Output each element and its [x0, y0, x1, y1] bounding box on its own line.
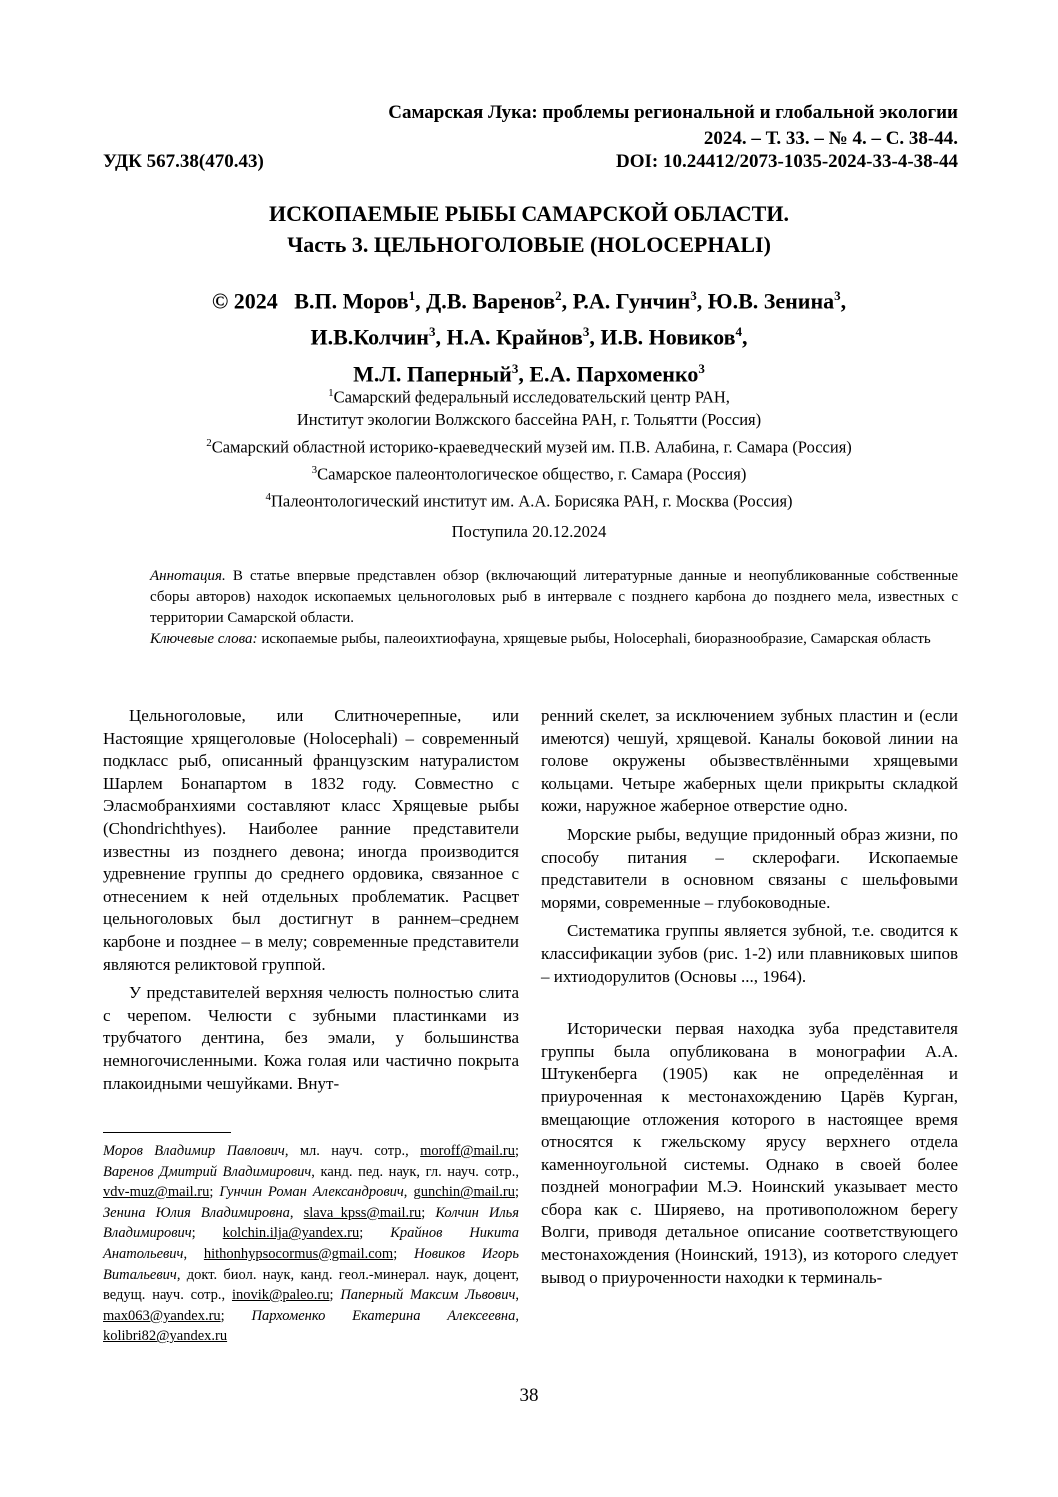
fn-author-info: ,	[183, 1245, 204, 1262]
affiliation-num: 1	[328, 387, 334, 399]
affiliation-text: Самарский областной историко-краеведческий музей им. П.В. Алабина, г. Самара (Россия)	[211, 437, 852, 456]
author: Д.В. Варенов	[426, 288, 556, 314]
author: И.В. Новиков	[600, 324, 736, 350]
fn-author-name: Варенов Дмитрий Владимирович	[103, 1163, 312, 1180]
email-link[interactable]: slava_kpss@mail.ru	[303, 1204, 422, 1221]
author-sup: 3	[428, 324, 436, 340]
author-sup: 1	[408, 288, 416, 303]
authors-line-1: © 2024 В.П. Моров$^1$, Д.В. Варенов$^2$, Р.А. Гунчин$^3$, Ю.В. Зенина$^3$,	[211, 288, 847, 314]
body-paragraph: Систематика группы является зубной, т.е. сводится к классификации зубов (рис. 1-2) или плавниковых шипов – ихтиодорулитов (Основы ..., 1964).	[541, 921, 958, 986]
author: Н.А. Крайнов	[446, 324, 583, 350]
affiliation-text: Самарское палеонтологическое общество, г. Самара (Россия)	[317, 464, 747, 483]
author-sup: 3	[690, 288, 697, 303]
author-footnote: Моров Владимир Павлович, мл. науч. сотр., moroff@mail.ru; Варенов Дмитрий Владимирович, канд. пед. наук, гл. науч. сотр., vdv-muz@mail.ru; Гунчин Роман Александрович, gunchin@mail.ru; Зенина Юлия Владимировна, slava_kpss@mail.ru; Колчин Илья Владимирович; kolchin.ilja@yandex.ru; Крайнов Никита Анатольевич, hithonhypsocormus@gmail.com; Новиков Игорь Витальевич, докт. биол. наук, канд. геол.-минерал. наук, доцент, ведущ. науч. сотр., inovik@paleo.ru; Паперный Максим Львович, max063@yandex.ru; Пархоменко Екатерина Алексеевна, kolibri82@yandex.ru	[103, 1143, 520, 1345]
fn-author-info: , канд. пед. наук, гл. науч. сотр.,	[311, 1163, 519, 1180]
body-paragraph: Исторически первая находка зуба представителя группы была опубликована в монографии А.А. Штукенберга (1905) как не определённая и приуроченная к местонахождению Царёв Курган, вмещающие отложения которого в настоящее время относятся к гжельскому ярусу верхнего отдела каменноугольной системы. Однако в своей более поздней монографии М.Э. Ноинский указывает место сбора как с. Ширяево, на противоположном берегу Волги, приводя детальное описание соответствующего местонахождения (Ноинский, 1913), из которого следует вывод о приуроченности находки к терминаль-	[541, 1019, 958, 1287]
fn-author-name: Колчин Илья Владимирович	[103, 1204, 520, 1242]
fn-author-name: Зенина Юлия Владимировна	[103, 1204, 290, 1221]
fn-author-info: ;	[191, 1225, 223, 1242]
author: М.Л. Паперный	[353, 360, 512, 386]
affiliation-3	[0, 459, 1058, 486]
journal-header	[388, 100, 958, 152]
footnote-divider	[103, 1132, 231, 1133]
author-sup: 3	[834, 288, 841, 303]
email-link[interactable]: max063@yandex.ru	[103, 1307, 221, 1324]
author-sup: 4	[735, 324, 742, 340]
authors-line-3: М.Л. Паперный$^3$, Е.А. Пархоменко$^3$	[353, 360, 705, 386]
email-link[interactable]: kolchin.ilja@yandex.ru	[222, 1225, 360, 1242]
journal-issue: 2024. – Т. 33. – № 4. – С. 38-44.	[703, 128, 958, 149]
email-link[interactable]: kolibri82@yandex.ru	[103, 1328, 228, 1345]
fn-author-info: ,	[289, 1204, 304, 1221]
body-paragraph: Цельноголовые, или Слитночерепные, или Настоящие хрящеголовые (Holocephali) – современный подкласс рыб, описанный французским натуралистом Шарлем Бонапартом в 1832 году. Совместно с Эласмобранхиями составляют класс Хрящевые рыбы (Chondrichthyes). Наиболее ранние представители известны из позднего девона; иногда производится удревнение группы до среднего ордовика, связанное с отнесением к ней отдельных проблематик. Расцвет цельноголовых был достигнут в раннем–среднем карбоне и позднее – в мелу; современные представители являются реликтовой группой.	[103, 706, 519, 974]
body-right-column	[541, 705, 958, 1289]
journal-name: Самарская Лука: проблемы региональной и глобальной экологии	[388, 102, 958, 123]
email-link[interactable]: inovik@paleo.ru	[231, 1287, 330, 1304]
affiliation-text: Палеонтологический институт им. А.А. Борисяка РАН, г. Москва (Россия)	[270, 491, 793, 510]
authors	[0, 280, 1058, 389]
fn-author-name: Пархоменко Екатерина Алексеевна	[251, 1307, 516, 1324]
fn-author-info: ,	[403, 1184, 414, 1201]
author: Е.А. Пархоменко	[529, 360, 699, 386]
author: В.П. Моров	[294, 288, 409, 314]
fn-author-info: ,	[515, 1307, 519, 1324]
affiliation-num: 4	[265, 490, 271, 503]
affiliation-1b: Институт экологии Волжского бассейна РАН, г. Тольятти (Россия)	[296, 410, 762, 429]
article-title	[0, 198, 1058, 260]
fn-author-info: , докт. биол. наук, канд. геол.-минерал. наук, доцент, ведущ. науч. сотр.,	[103, 1266, 519, 1304]
title-line-2: Часть 3. ЦЕЛЬНОГОЛОВЫЕ (HOLOCEPHALI)	[287, 232, 771, 257]
affiliations	[0, 382, 1058, 513]
fn-author-name: Гунчин Роман Александрович	[219, 1184, 404, 1201]
email-link[interactable]: vdv-muz@mail.ru	[103, 1184, 210, 1201]
body-paragraph: ренний скелет, за исключением зубных пластин и (если имеются) чешуй, хрящевой. Каналы боковой линии на голове окружены обызвествлёнными хрящевыми кольцами. Четыре жаберных щели прикрыты складкой кожи, наружное жаберное отверстие одно.	[541, 706, 958, 816]
doi: DOI: 10.24412/2073-1035-2024-33-4-38-44	[616, 151, 958, 172]
fn-author-info: ,	[515, 1287, 520, 1304]
keywords-text: ископаемые рыбы, палеоихтиофауна, хрящевые рыбы, Holocephali, биоразнообразие, Самарская область	[257, 631, 931, 647]
author: Ю.В. Зенина	[707, 288, 835, 314]
keywords-label: Ключевые слова:	[150, 631, 258, 647]
affiliation-2	[0, 432, 1058, 459]
fn-author-info: , мл. науч. сотр.,	[284, 1143, 421, 1159]
body-paragraph: Морские рыбы, ведущие придонный образ жизни, по способу питания – склерофаги. Ископаемые представители в основном связаны с шельфовыми морями, современные – глубоководные.	[541, 824, 958, 912]
affiliation-num: 3	[311, 463, 318, 476]
affiliation-text: Самарский федеральный исследовательский центр РАН,	[333, 387, 730, 407]
author-sup: 3	[582, 324, 590, 340]
email-link[interactable]: gunchin@mail.ru	[413, 1184, 515, 1201]
affiliation-num: 2	[206, 436, 212, 449]
abstract-paragraph	[150, 566, 958, 629]
keywords	[150, 629, 958, 650]
abstract-text: В статье впервые представлен обзор (включающий литературные данные и неопубликованные собственные сборы авторов) находок ископаемых цельноголовых рыб в интервале с позднего карбона до позднего мела, известных с территории Самарской области.	[150, 568, 958, 626]
fn-author-name: Паперный Максим Львович	[340, 1287, 516, 1304]
author: И.В.Колчин	[310, 324, 429, 350]
author-sup: 3	[511, 360, 519, 376]
author-sup: 2	[555, 288, 562, 303]
fn-author-name: Моров Владимир Павлович	[103, 1143, 285, 1159]
authors-line-2: И.В.Колчин$^3$, Н.А. Крайнов$^3$, И.В. Новиков$^4$,	[310, 324, 748, 350]
body-left-column	[103, 705, 519, 1095]
copyright: © 2024	[211, 288, 278, 314]
author: Р.А. Гунчин	[572, 288, 691, 314]
fn-author-name: Крайнов Никита Анатольевич	[103, 1225, 519, 1262]
affiliation-4	[0, 486, 1058, 513]
affiliation-1	[0, 382, 1058, 409]
abstract	[150, 566, 958, 650]
page-number: 38	[519, 1385, 539, 1406]
abstract-label: Аннотация.	[150, 568, 226, 584]
udk-code: УДК 567.38(470.43)	[103, 151, 264, 172]
author-sup: 3	[698, 360, 705, 376]
email-link[interactable]: moroff@mail.ru	[420, 1143, 515, 1159]
title-line-1: ИСКОПАЕМЫЕ РЫБЫ САМАРСКОЙ ОБЛАСТИ.	[269, 201, 789, 226]
body-paragraph: У представителей верхняя челюсть полностью слита с черепом. Челюсти с зубными пластинками из трубчатого дентина, без эмали, у большинства немногочисленными. Кожа голая или частично покрыта плакоидными чешуйками. Внут-	[103, 983, 519, 1093]
email-link[interactable]: hithonhypsocormus@gmail.com	[203, 1245, 394, 1262]
fn-author-name: Новиков Игорь Витальевич	[103, 1245, 520, 1283]
received-date: Поступила 20.12.2024	[451, 522, 607, 541]
